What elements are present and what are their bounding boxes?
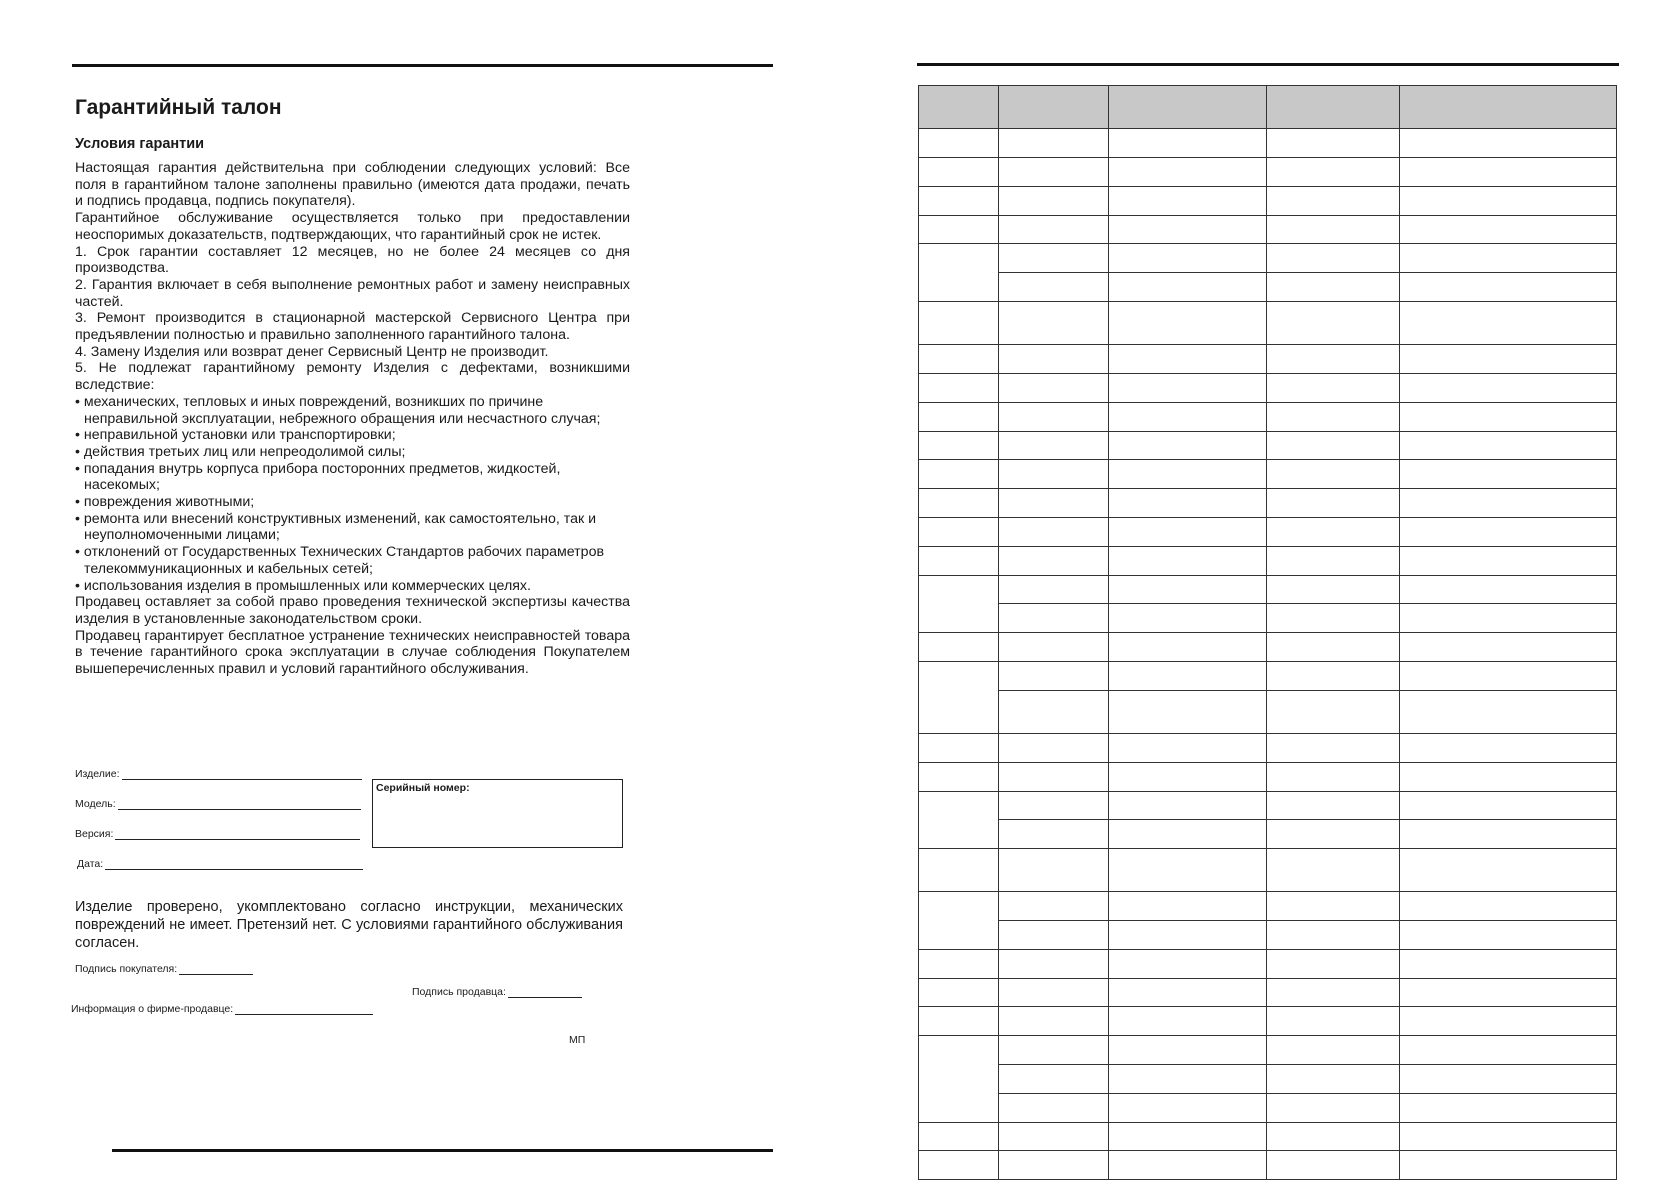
table-cell[interactable] xyxy=(1267,892,1400,921)
table-row xyxy=(919,1093,1617,1122)
table-header-cell xyxy=(1109,86,1267,129)
condition-paragraph: Гарантийное обслуживание осуществляется только при предоставлении неоспоримых доказательств, подтверждающих, что гарантийный срок не истек. xyxy=(75,210,630,243)
table-cell[interactable] xyxy=(919,431,999,460)
table-row xyxy=(919,157,1617,186)
table-cell[interactable] xyxy=(1109,244,1267,273)
table-row xyxy=(919,921,1617,950)
table-cell[interactable] xyxy=(1267,949,1400,978)
table-cell[interactable] xyxy=(1400,1036,1617,1065)
model-label: Модель: xyxy=(75,798,116,810)
table-row xyxy=(919,244,1617,273)
version-label: Версия: xyxy=(75,828,114,840)
table-cell[interactable] xyxy=(1109,1007,1267,1036)
table-cell[interactable] xyxy=(1267,546,1400,575)
table-row xyxy=(919,604,1617,633)
table-cell[interactable] xyxy=(1109,604,1267,633)
table-cell[interactable] xyxy=(1400,633,1617,662)
table-cell[interactable] xyxy=(1267,604,1400,633)
table-row xyxy=(919,791,1617,820)
table-row xyxy=(919,373,1617,402)
table-cell[interactable] xyxy=(1267,517,1400,546)
table-cell[interactable] xyxy=(1109,1122,1267,1151)
table-row xyxy=(919,129,1617,158)
product-label: Изделие: xyxy=(75,768,120,780)
table-cell[interactable] xyxy=(919,215,999,244)
table-cell[interactable] xyxy=(999,604,1109,633)
buyer-signature-label: Подпись покупателя: xyxy=(75,963,178,975)
table-row xyxy=(919,489,1617,518)
table-cell[interactable] xyxy=(1267,1151,1400,1180)
table-cell[interactable] xyxy=(999,762,1109,791)
table-row xyxy=(919,345,1617,374)
table-header-cell xyxy=(1267,86,1400,129)
table-cell[interactable] xyxy=(999,402,1109,431)
top-rule-right xyxy=(917,63,1619,66)
table-cell[interactable] xyxy=(1267,575,1400,604)
date-label: Дата: xyxy=(77,858,104,870)
table-row xyxy=(919,546,1617,575)
table-cell[interactable] xyxy=(999,575,1109,604)
table-cell[interactable] xyxy=(1400,215,1617,244)
version-line[interactable] xyxy=(115,828,360,840)
table-row xyxy=(919,820,1617,849)
table-cell[interactable] xyxy=(1267,489,1400,518)
table-cell[interactable] xyxy=(1267,129,1400,158)
table-row xyxy=(919,733,1617,762)
table-row xyxy=(919,301,1617,344)
table-cell[interactable] xyxy=(1267,921,1400,950)
table-cell[interactable] xyxy=(1400,489,1617,518)
table-cell[interactable] xyxy=(999,978,1109,1007)
table-cell[interactable] xyxy=(999,791,1109,820)
table-cell[interactable] xyxy=(999,431,1109,460)
table-header-cell xyxy=(919,86,999,129)
serial-number-box[interactable] xyxy=(372,779,623,848)
condition-bullet: • отклонений от Государственных Технических Стандартов рабочих параметров телекоммуникационных и кабельных сетей; xyxy=(75,544,605,577)
table-cell[interactable] xyxy=(919,489,999,518)
seller-info[interactable] xyxy=(71,1003,373,1015)
table-row xyxy=(919,215,1617,244)
table-row xyxy=(919,1007,1617,1036)
condition-bullet: • действия третьих лиц или непреодолимой силы; xyxy=(75,443,406,460)
table-cell[interactable] xyxy=(919,1122,999,1151)
table-cell[interactable] xyxy=(1109,1151,1267,1180)
table-cell[interactable] xyxy=(1109,690,1267,733)
table-cell[interactable] xyxy=(999,517,1109,546)
table-cell[interactable] xyxy=(1400,820,1617,849)
table-cell[interactable] xyxy=(999,1093,1109,1122)
table-cell[interactable] xyxy=(1400,791,1617,820)
table-cell[interactable] xyxy=(919,1151,999,1180)
table-cell[interactable] xyxy=(1267,157,1400,186)
table-cell[interactable] xyxy=(1267,186,1400,215)
table-row xyxy=(919,1151,1617,1180)
table-cell[interactable] xyxy=(1109,273,1267,302)
table-cell[interactable] xyxy=(919,892,999,950)
table-cell[interactable] xyxy=(1109,373,1267,402)
table-cell[interactable] xyxy=(1109,402,1267,431)
table-row xyxy=(919,762,1617,791)
table-row xyxy=(919,661,1617,690)
table-cell[interactable] xyxy=(1109,892,1267,921)
table-row xyxy=(919,1122,1617,1151)
table-cell[interactable] xyxy=(999,244,1109,273)
table-cell[interactable] xyxy=(1400,273,1617,302)
table-cell[interactable] xyxy=(999,345,1109,374)
table-cell[interactable] xyxy=(1400,129,1617,158)
table-cell[interactable] xyxy=(999,186,1109,215)
product-line[interactable] xyxy=(122,768,362,780)
table-cell[interactable] xyxy=(1400,460,1617,489)
model-field[interactable] xyxy=(75,798,361,810)
condition-paragraph: Продавец гарантирует бесплатное устранение технических неисправностей товара в течение гарантийного срока эксплуатации в случае соблюдения Покупателем вышеперечисленных правил и условий гарантийного обслуживания. xyxy=(75,627,630,678)
buyer-signature-line[interactable] xyxy=(179,963,253,975)
table-cell[interactable] xyxy=(999,849,1109,892)
table-cell[interactable] xyxy=(999,489,1109,518)
table-cell[interactable] xyxy=(919,460,999,489)
table-cell[interactable] xyxy=(919,633,999,662)
table-cell[interactable] xyxy=(1109,186,1267,215)
table-cell[interactable] xyxy=(1109,849,1267,892)
table-row xyxy=(919,978,1617,1007)
table-cell[interactable] xyxy=(1267,460,1400,489)
table-cell[interactable] xyxy=(1400,575,1617,604)
table-cell[interactable] xyxy=(999,546,1109,575)
version-field[interactable] xyxy=(75,828,360,840)
table-cell[interactable] xyxy=(999,1151,1109,1180)
acceptance-statement: Изделие проверено, укомплектовано согласно инструкции, механических повреждений не имеет. Претензий нет. С условиями гарантийного обслуживания согласен. xyxy=(75,899,623,951)
table-cell[interactable] xyxy=(999,921,1109,950)
table-cell[interactable] xyxy=(1109,301,1267,344)
table-cell[interactable] xyxy=(1109,1036,1267,1065)
seller-signature-label: Подпись продавца: xyxy=(412,986,506,998)
table-cell[interactable] xyxy=(999,1065,1109,1094)
table-cell[interactable] xyxy=(919,733,999,762)
table-cell[interactable] xyxy=(1109,489,1267,518)
table-cell[interactable] xyxy=(1109,633,1267,662)
table-cell[interactable] xyxy=(1267,733,1400,762)
table-row xyxy=(919,1036,1617,1065)
table-cell[interactable] xyxy=(919,575,999,633)
condition-bullet: • попадания внутрь корпуса прибора посторонних предметов, жидкостей, насекомых; xyxy=(75,460,561,494)
table-cell[interactable] xyxy=(1109,978,1267,1007)
table-row xyxy=(919,460,1617,489)
table-cell[interactable] xyxy=(1267,1036,1400,1065)
table-cell[interactable] xyxy=(1109,575,1267,604)
table-cell[interactable] xyxy=(1400,604,1617,633)
table-cell[interactable] xyxy=(919,301,999,344)
condition-paragraph: Продавец оставляет за собой право проведения технической экспертизы качества изделия в установленные законодательством сроки. xyxy=(75,594,630,627)
table-cell[interactable] xyxy=(999,273,1109,302)
condition-paragraph: Настоящая гарантия действительна при соблюдении следующих условий: Все поля в гарантийном талоне заполнены правильно (имеются дата продажи, печать и подпись продавца, подпись покупателя). xyxy=(75,160,630,210)
table-cell[interactable] xyxy=(1109,215,1267,244)
table-row xyxy=(919,849,1617,892)
product-field[interactable] xyxy=(75,768,362,780)
table-cell[interactable] xyxy=(1109,546,1267,575)
model-line[interactable] xyxy=(118,798,361,810)
table-cell[interactable] xyxy=(1267,820,1400,849)
table-cell[interactable] xyxy=(1400,949,1617,978)
table-cell[interactable] xyxy=(919,402,999,431)
table-cell[interactable] xyxy=(1400,690,1617,733)
table-cell[interactable] xyxy=(1400,301,1617,344)
condition-paragraph: 5. Не подлежат гарантийному ремонту Изделия с дефектами, возникшими вследствие: xyxy=(75,360,630,394)
table-cell[interactable] xyxy=(919,546,999,575)
condition-bullet: • неправильной установки или транспортировки; xyxy=(75,427,396,444)
table-cell[interactable] xyxy=(1109,129,1267,158)
table-row xyxy=(919,402,1617,431)
table-cell[interactable] xyxy=(1267,1093,1400,1122)
condition-bullet: • использования изделия в промышленных или коммерческих целях. xyxy=(75,577,531,594)
table-cell[interactable] xyxy=(999,1007,1109,1036)
table-cell[interactable] xyxy=(919,517,999,546)
table-cell[interactable] xyxy=(1400,661,1617,690)
table-cell[interactable] xyxy=(999,633,1109,662)
table-cell[interactable] xyxy=(919,949,999,978)
table-cell[interactable] xyxy=(1400,517,1617,546)
table-cell[interactable] xyxy=(1267,1122,1400,1151)
table-cell[interactable] xyxy=(1400,373,1617,402)
table-cell[interactable] xyxy=(1400,892,1617,921)
table-cell[interactable] xyxy=(919,661,999,733)
table-header-cell xyxy=(999,86,1109,129)
table-cell[interactable] xyxy=(1109,431,1267,460)
table-cell[interactable] xyxy=(1267,791,1400,820)
table-cell[interactable] xyxy=(919,186,999,215)
table-cell[interactable] xyxy=(1109,733,1267,762)
table-row xyxy=(919,517,1617,546)
table-cell[interactable] xyxy=(1267,301,1400,344)
table-cell[interactable] xyxy=(1267,431,1400,460)
table-cell[interactable] xyxy=(1109,1065,1267,1094)
table-cell[interactable] xyxy=(1109,762,1267,791)
table-cell[interactable] xyxy=(1109,1093,1267,1122)
table-cell[interactable] xyxy=(919,244,999,302)
table-cell[interactable] xyxy=(1109,949,1267,978)
table-cell[interactable] xyxy=(1109,661,1267,690)
table-row xyxy=(919,186,1617,215)
section-subtitle: Условия гарантии xyxy=(75,136,205,152)
table-cell[interactable] xyxy=(999,460,1109,489)
table-cell[interactable] xyxy=(999,733,1109,762)
table-cell[interactable] xyxy=(999,373,1109,402)
table-cell[interactable] xyxy=(1400,921,1617,950)
table-cell[interactable] xyxy=(999,1036,1109,1065)
table-cell[interactable] xyxy=(919,129,999,158)
table-cell[interactable] xyxy=(1267,244,1400,273)
table-cell[interactable] xyxy=(1400,1007,1617,1036)
table-row xyxy=(919,690,1617,733)
top-rule-left xyxy=(72,64,773,67)
condition-bullet: • механических, тепловых и иных повреждений, возникших по причине неправильной эксплуатации, небрежного обращения или несчастного случая; xyxy=(75,393,601,427)
table-cell[interactable] xyxy=(999,301,1109,344)
table-cell[interactable] xyxy=(919,762,999,791)
table-cell[interactable] xyxy=(919,978,999,1007)
table-cell[interactable] xyxy=(1267,345,1400,374)
table-cell[interactable] xyxy=(999,820,1109,849)
table-cell[interactable] xyxy=(1400,157,1617,186)
page-title: Гарантийный талон xyxy=(75,96,282,119)
table-cell[interactable] xyxy=(999,129,1109,158)
table-cell[interactable] xyxy=(1400,1151,1617,1180)
table-cell[interactable] xyxy=(999,157,1109,186)
table-cell[interactable] xyxy=(999,661,1109,690)
table-cell[interactable] xyxy=(919,345,999,374)
table-cell[interactable] xyxy=(919,1036,999,1122)
table-cell[interactable] xyxy=(1400,345,1617,374)
condition-paragraph: 1. Срок гарантии составляет 12 месяцев, но не более 24 месяцев со дня производства. xyxy=(75,243,630,277)
table-row xyxy=(919,633,1617,662)
seller-signature-line[interactable] xyxy=(508,986,582,998)
table-cell[interactable] xyxy=(1267,273,1400,302)
table-row xyxy=(919,431,1617,460)
table-cell[interactable] xyxy=(919,849,999,892)
buyer-signature[interactable] xyxy=(75,963,253,975)
table-cell[interactable] xyxy=(1109,820,1267,849)
table-header-row xyxy=(919,86,1617,129)
date-line[interactable] xyxy=(105,858,363,870)
seller-info-label: Информация о фирме-продавце: xyxy=(71,1003,234,1015)
table-cell[interactable] xyxy=(1400,762,1617,791)
condition-paragraph: 2. Гарантия включает в себя выполнение ремонтных работ и замену неисправных частей. xyxy=(75,276,630,310)
table-cell[interactable] xyxy=(1267,661,1400,690)
warranty-conditions xyxy=(75,160,630,678)
condition-bullet: • ремонта или внесений конструктивных изменений, как самостоятельно, так и неуполномоченными лицами; xyxy=(75,510,597,544)
seller-signature[interactable] xyxy=(412,986,582,998)
table-cell[interactable] xyxy=(1400,1093,1617,1122)
table-cell[interactable] xyxy=(1267,1007,1400,1036)
table-cell[interactable] xyxy=(1109,921,1267,950)
table-cell[interactable] xyxy=(1400,244,1617,273)
table-cell[interactable] xyxy=(919,1007,999,1036)
table-cell[interactable] xyxy=(1267,215,1400,244)
service-record-table xyxy=(918,85,1617,1180)
table-cell[interactable] xyxy=(999,949,1109,978)
table-cell[interactable] xyxy=(999,215,1109,244)
table-cell[interactable] xyxy=(1400,1065,1617,1094)
condition-paragraph: 3. Ремонт производится в стационарной мастерской Сервисного Центра при предъявлении полностью и правильно заполненного гарантийного талона. xyxy=(75,310,630,344)
table-cell[interactable] xyxy=(1400,546,1617,575)
table-row xyxy=(919,949,1617,978)
table-cell[interactable] xyxy=(1267,633,1400,662)
table-cell[interactable] xyxy=(1400,849,1617,892)
serial-number-label: Серийный номер: xyxy=(376,782,470,794)
table-row xyxy=(919,273,1617,302)
table-cell[interactable] xyxy=(1400,186,1617,215)
table-cell[interactable] xyxy=(1109,517,1267,546)
table-cell[interactable] xyxy=(1109,157,1267,186)
table-cell[interactable] xyxy=(999,1122,1109,1151)
table-cell[interactable] xyxy=(919,791,999,849)
date-field[interactable] xyxy=(77,858,363,870)
seller-info-line[interactable] xyxy=(235,1003,373,1015)
table-cell[interactable] xyxy=(1400,1122,1617,1151)
table-row xyxy=(919,892,1617,921)
table-cell[interactable] xyxy=(1267,849,1400,892)
condition-bullet: • повреждения животными; xyxy=(75,494,255,511)
condition-paragraph: 4. Замену Изделия или возврат денег Сервисный Центр не производит. xyxy=(75,343,549,360)
table-cell[interactable] xyxy=(1267,402,1400,431)
table-cell[interactable] xyxy=(1400,402,1617,431)
table-cell[interactable] xyxy=(1400,733,1617,762)
table-cell[interactable] xyxy=(1267,690,1400,733)
table-cell[interactable] xyxy=(919,157,999,186)
bottom-rule-left xyxy=(112,1149,773,1152)
table-row xyxy=(919,1065,1617,1094)
table-header-cell xyxy=(1400,86,1617,129)
table-cell[interactable] xyxy=(919,373,999,402)
table-cell[interactable] xyxy=(1400,978,1617,1007)
table-cell[interactable] xyxy=(1267,373,1400,402)
table-cell[interactable] xyxy=(1267,1065,1400,1094)
table-cell[interactable] xyxy=(1267,762,1400,791)
stamp-placeholder: МП xyxy=(569,1034,586,1046)
table-row xyxy=(919,575,1617,604)
table-cell[interactable] xyxy=(1400,431,1617,460)
table-cell[interactable] xyxy=(1267,978,1400,1007)
table-cell[interactable] xyxy=(999,892,1109,921)
table-cell[interactable] xyxy=(1109,460,1267,489)
table-cell[interactable] xyxy=(999,690,1109,733)
table-cell[interactable] xyxy=(1109,791,1267,820)
table-cell[interactable] xyxy=(1109,345,1267,374)
